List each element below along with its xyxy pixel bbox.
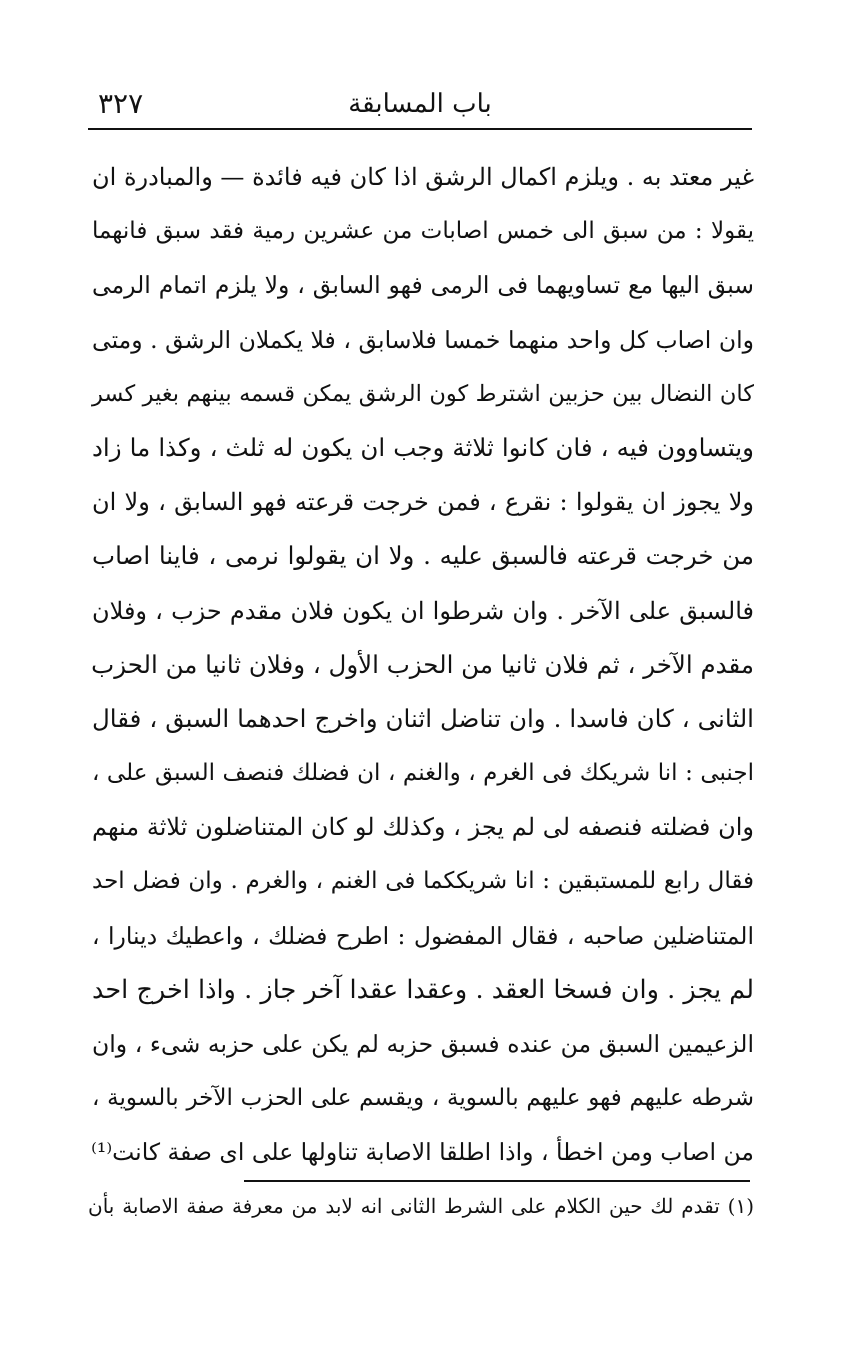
text-line: كان النضال بين حزبين اشترط كون الرشق يمكن قسمه بينهم بغير كسر <box>92 380 754 407</box>
text-line: ولا يجوز ان يقولوا : نقرع ، فمن خرجت قرعته فهو السابق ، ولا ان <box>92 488 754 517</box>
text-line: غير معتد به . ويلزم اكمال الرشق اذا كان فيه فائدة — والمبادرة ان <box>92 163 754 191</box>
text-line: وان اصاب كل واحد منهما خمسا فلاسابق ، فلا يكملان الرشق . ومتى <box>92 325 754 354</box>
text-line: شرطه عليهم فهو عليهم بالسوية ، ويقسم على الحزب الآخر بالسوية ، <box>92 1085 754 1112</box>
text-line: الثانى ، كان فاسدا . وان تناضل اثنان واخرج احدهما السبق ، فقال <box>92 703 754 733</box>
text-line: من خرجت قرعته فالسبق عليه . ولا ان يقولوا نرمى ، فاينا اصاب <box>92 541 754 571</box>
text-line: وان فضلته فنصفه لى لم يجز ، وكذلك لو كان المتناضلون ثلاثة منهم <box>92 813 754 842</box>
text-line: فالسبق على الآخر . وان شرطوا ان يكون فلان مقدم حزب ، وفلان <box>92 596 754 625</box>
text-line: لم يجز . وان فسخا العقد . وعقدا عقدا آخر جاز . واذا اخرج احد <box>92 974 754 1005</box>
text-line: سبق اليها مع تساويهما فى الرمى فهو السابق ، ولا يلزم اتمام الرمى <box>92 271 754 300</box>
text-line: اجنبى : انا شريكك فى الغرم ، والغنم ، ان فضلك فنصف السبق على ، <box>92 760 754 787</box>
text-line: من اصاب ومن اخطأ ، واذا اطلقا الاصابة تناولها على اى صفة كانت⁽¹⁾ <box>91 1138 754 1167</box>
page-header <box>90 84 750 124</box>
text-line: فقال رابع للمستبقين : انا شريككما فى الغنم ، والغرم . وان فضل احد <box>92 868 754 895</box>
header-rule <box>88 128 752 130</box>
main-text <box>92 150 754 1180</box>
running-title: باب المسابقة <box>348 89 492 119</box>
footnote-rule <box>244 1180 750 1182</box>
text-line: مقدم الآخر ، ثم فلان ثانيا من الحزب الأول ، وفلان ثانيا من الحزب <box>91 649 754 679</box>
text-line: ويتساوون فيه ، فان كانوا ثلاثة وجب ان يكون له ثلث ، وكذا ما زاد <box>92 432 754 462</box>
text-line: يقولا : من سبق الى خمس اصابات من عشرين رمية فقد سبق فانهما <box>92 218 754 245</box>
text-line: الزعيمين السبق من عنده فسبق حزبه لم يكن على حزبه شىء ، وان <box>92 1030 754 1058</box>
page-number: ٣٢٧ <box>98 87 144 120</box>
text-line: المتناضلين صاحبه ، فقال المفضول : اطرح فضلك ، واعطيك دينارا ، <box>92 921 754 950</box>
footnote: (١) تقدم لك حين الكلام على الشرط الثانى انه لابد من معرفة صفة الاصابة بأن <box>88 1194 754 1218</box>
